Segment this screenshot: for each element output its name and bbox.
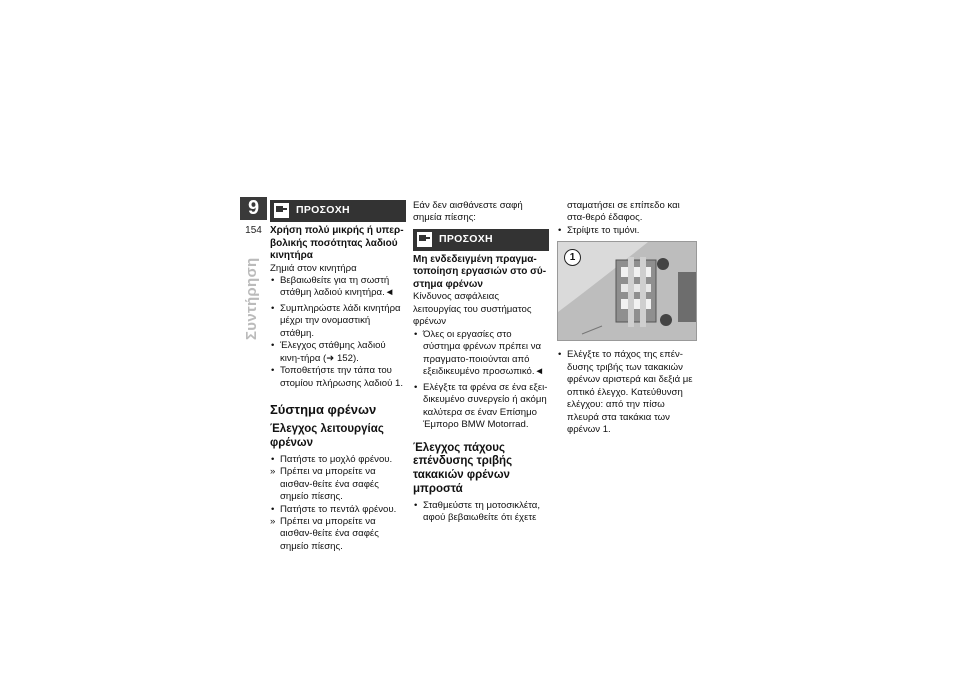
instruction-list bbox=[557, 349, 693, 436]
warning-heading: Χρήση πολύ μικρής ή υπερ-βολικής ποσότητας λαδιού κινητήρα bbox=[270, 225, 404, 261]
list-item: • Σταθμεύστε τη μοτοσικλέτα, αφού βεβαιωθείτε ότι έχετε bbox=[413, 500, 549, 525]
column-2 bbox=[413, 200, 549, 525]
list-item: • Συμπληρώστε λάδι κινητήρα μέχρι την ονομαστική στάθμη. bbox=[270, 303, 406, 340]
list-item: • Πατήστε το πεντάλ φρένου. bbox=[270, 504, 406, 516]
instruction-list bbox=[270, 303, 406, 390]
instruction-list bbox=[413, 500, 549, 525]
figure-callout-1: 1 bbox=[564, 249, 581, 266]
continued-text: σταματήσει σε επίπεδο και στα-θερό έδαφος. bbox=[567, 200, 680, 224]
warning-banner bbox=[270, 200, 406, 222]
warning-heading: Μη ενδεδειγμένη πραγμα-τοποίηση εργασιών στο σύ-στημα φρένων bbox=[413, 253, 547, 290]
chapter-number: 9 bbox=[240, 197, 267, 220]
list-item: • Ελέγξτε τα φρένα σε ένα εξει-δικευμένο συνεργείο ή ακόμη καλύτερα σε έναν Επίσημο Έμπορο BMW Motorrad. bbox=[413, 382, 549, 432]
list-item: • Ελέγξτε το πάχος της επέν-δυσης τριβής των τακακιών φρένων αριστερά και δεξιά με οπτικό έλεγχο. Κατεύθυνση ελέγχου: από την πίσω πλευρά στα τακάκια των φρένων 1. bbox=[557, 349, 693, 436]
page-number: 154 bbox=[245, 225, 262, 236]
list-item: • Στρίψτε το τιμόνι. bbox=[557, 225, 693, 237]
result-item: » Πρέπει να μπορείτε να αισθαν-θείτε ένα σαφές σημείο πίεσης. bbox=[270, 516, 406, 553]
section-title: Σύστημα φρένων bbox=[270, 402, 377, 418]
list-item: • Όλες οι εργασίες στο σύστημα φρένων πρέπει να πραγματο-ποιούνται από εξειδικευμένο προσωπικό.◄ bbox=[413, 329, 549, 379]
warning-label: ΠΡΟΣΟΧΗ bbox=[439, 232, 493, 245]
warning-banner bbox=[413, 229, 549, 251]
warning-list bbox=[413, 329, 549, 379]
step-list bbox=[270, 454, 406, 554]
instruction-list bbox=[413, 382, 549, 432]
warning-engine-icon bbox=[417, 232, 432, 247]
list-item: • Πατήστε το μοχλό φρένου. bbox=[270, 454, 406, 466]
warning-body: Κίνδυνος ασφάλειας λειτουργίας του συστήματος φρένων bbox=[413, 291, 532, 328]
column-1 bbox=[270, 200, 406, 553]
list-item: • Βεβαιωθείτε για τη σωστή στάθμη λαδιού κινητήρα.◄ bbox=[270, 275, 406, 300]
intro-text: Εάν δεν αισθάνεστε σαφή σημεία πίεσης: bbox=[413, 200, 523, 224]
warning-body: Ζημιά στον κινητήρα bbox=[270, 262, 357, 274]
list-item: • Έλεγχος στάθμης λαδιού κινη-τήρα (➜ 152). bbox=[270, 340, 406, 365]
warning-list bbox=[270, 275, 406, 300]
column-3 bbox=[557, 200, 693, 437]
subsection-title: Έλεγχος λειτουργίας φρένων bbox=[270, 423, 384, 449]
warning-label: ΠΡΟΣΟΧΗ bbox=[296, 204, 350, 216]
warning-engine-icon bbox=[274, 203, 289, 218]
result-item: » Πρέπει να μπορείτε να αισθαν-θείτε ένα σαφές σημείο πίεσης. bbox=[270, 466, 406, 503]
list-item: • Τοποθετήστε την τάπα του στομίου πλήρωσης λαδιού 1. bbox=[270, 365, 406, 390]
instruction-list bbox=[557, 225, 693, 237]
chapter-title: Συντήρηση bbox=[243, 257, 260, 340]
brake-pad-figure bbox=[557, 241, 697, 341]
subsection-title: Έλεγχος πάχους επένδυσης τριβής τακακιών φρένων μπροστά bbox=[413, 441, 513, 495]
